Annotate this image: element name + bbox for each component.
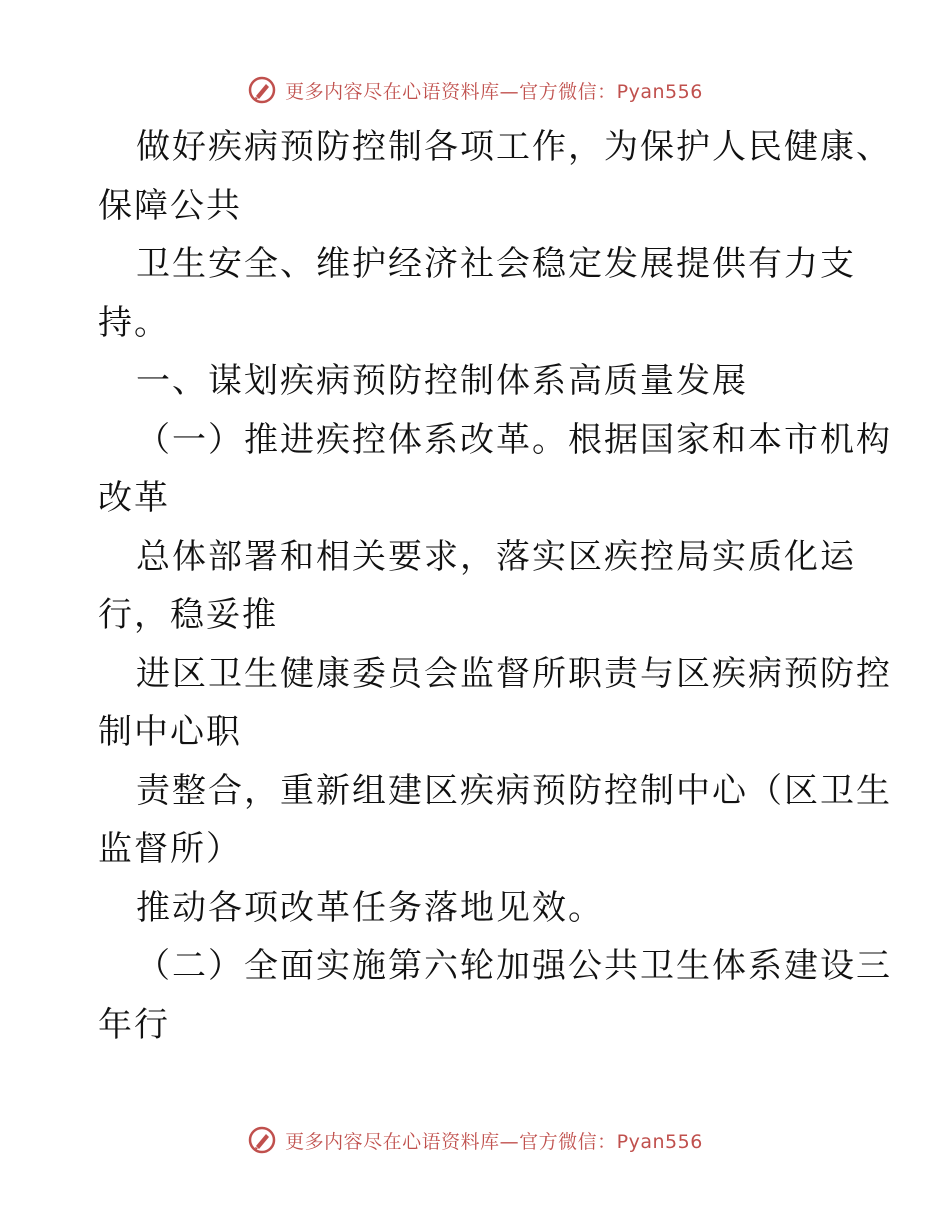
text-line: （二）全面实施第六轮加强公共卫生体系建设三	[136, 946, 892, 986]
text-line: 做好疾病预防控制各项工作，为保护人民健康、	[136, 127, 892, 167]
text-line: 保障公共	[98, 185, 242, 226]
text-line: 持。	[98, 302, 170, 343]
text-line: 一、谋划疾病预防控制体系高质量发展	[136, 361, 748, 401]
text-line: 卫生安全、维护经济社会稳定发展提供有力支	[136, 244, 856, 284]
header-watermark	[0, 70, 950, 110]
pen-logo-icon	[247, 1125, 277, 1155]
text-line: 监督所）	[98, 829, 242, 869]
text-line: （一）推进疾控体系改革。根据国家和本市机构	[136, 419, 892, 460]
watermark-text: 更多内容尽在心语资料库—官方微信：Pyan556	[285, 1130, 703, 1153]
text-line: 制中心职	[98, 712, 242, 752]
pen-logo-icon	[247, 75, 277, 105]
text-line: 责整合，重新组建区疾病预防控制中心（区卫生	[136, 770, 892, 811]
text-line: 行，稳妥推	[98, 595, 278, 635]
document-body	[98, 118, 892, 1054]
text-line: 总体部署和相关要求，落实区疾控局实质化运	[136, 536, 856, 577]
text-line: 推动各项改革任务落地见效。	[136, 887, 604, 928]
text-line: 改革	[98, 478, 170, 518]
text-line: 进区卫生健康委员会监督所职责与区疾病预防控	[136, 653, 892, 694]
text-line: 年行	[98, 1004, 170, 1045]
watermark-text: 更多内容尽在心语资料库—官方微信：Pyan556	[285, 80, 703, 103]
footer-watermark	[0, 1120, 950, 1160]
